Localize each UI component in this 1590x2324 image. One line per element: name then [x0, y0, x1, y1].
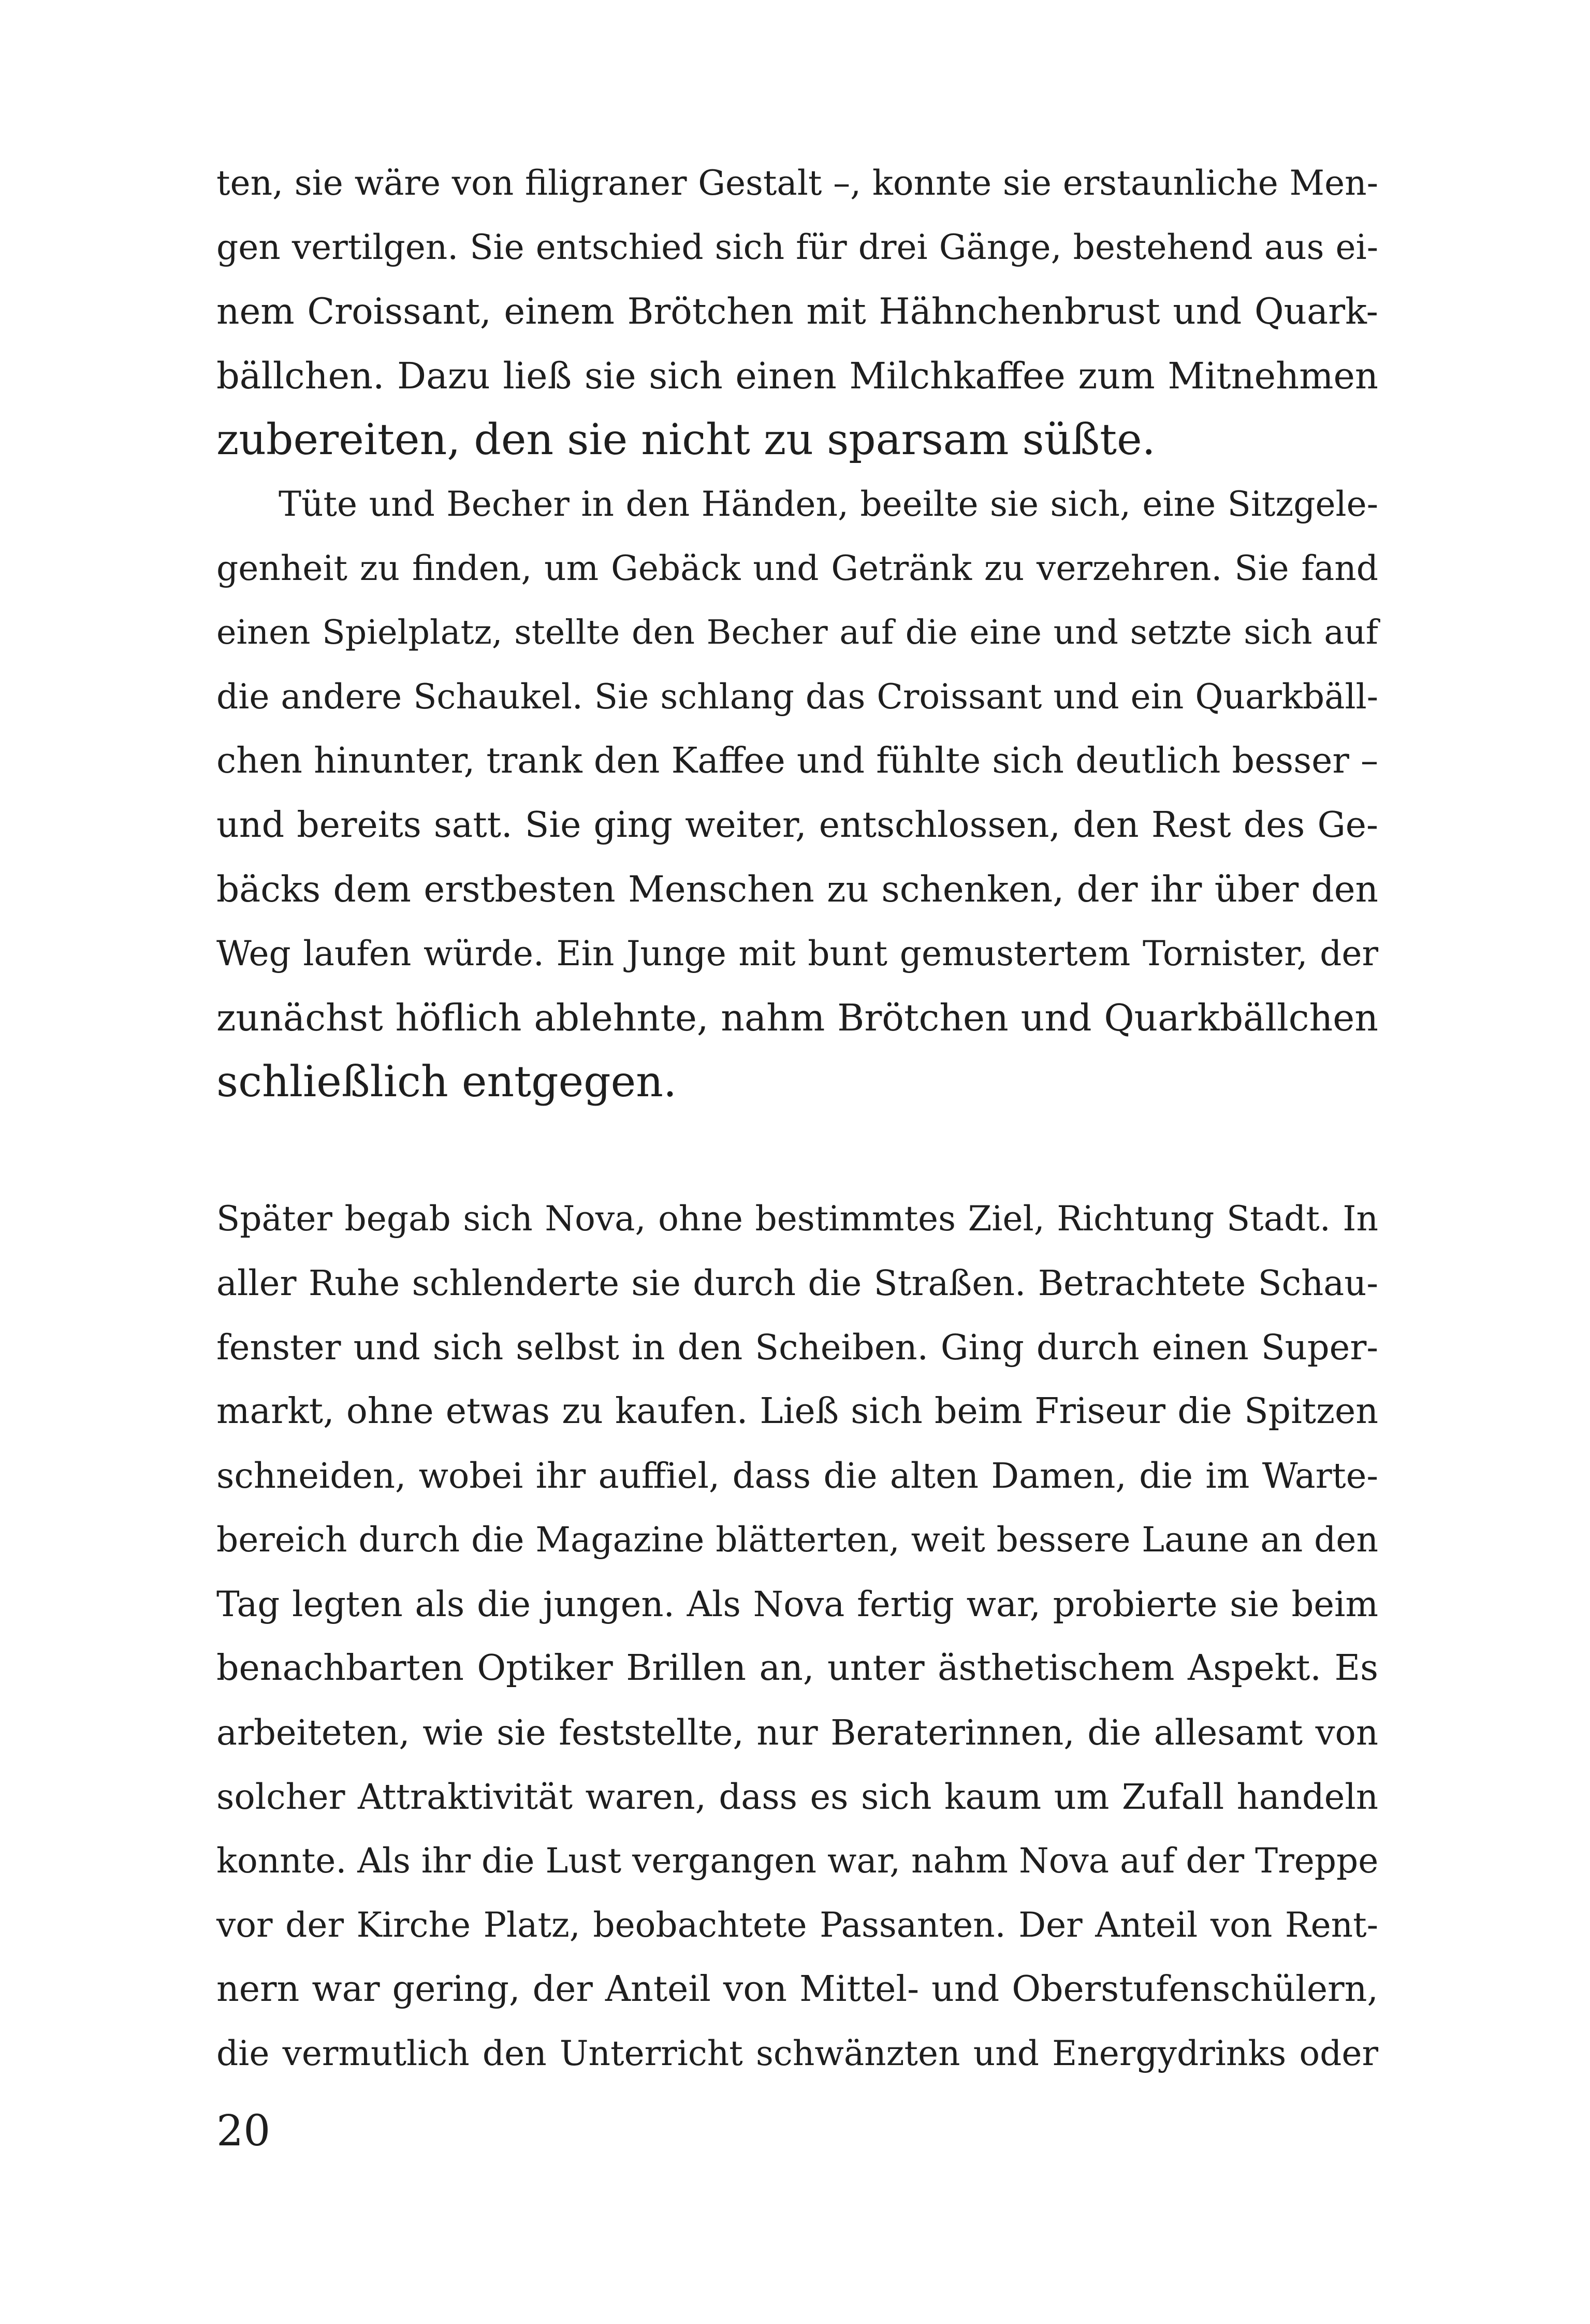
text-line: arbeiteten, wie sie feststellte, nur Beraterinnen, die allesamt von	[216, 1712, 1378, 1753]
text-line: benachbarten Optiker Brillen an, unter ästhetischem Aspekt. Es	[216, 1648, 1378, 1689]
text-line: und bereits satt. Sie ging weiter, entschlossen, den Rest des Ge-	[216, 805, 1378, 846]
text-line: fenster und sich selbst in den Scheiben. Ging durch einen Super-	[216, 1327, 1378, 1368]
text-section-upper	[216, 151, 1378, 1114]
text-line: die vermutlich den Unterricht schwänzten und Energydrinks oder	[216, 2034, 1378, 2073]
text-line: markt, ohne etwas zu kaufen. Ließ sich beim Friseur die Spitzen	[216, 1391, 1378, 1432]
text-line: nem Croissant, einem Brötchen mit Hähnchenbrust und Quark-	[216, 291, 1378, 332]
text-line: konnte. Als ihr die Lust vergangen war, nahm Nova auf der Treppe	[216, 1841, 1379, 1881]
text-line: aller Ruhe schlenderte sie durch die Straßen. Betrachtete Schau-	[216, 1263, 1378, 1303]
text-line: nern war gering, der Anteil von Mittel- und Oberstufenschülern,	[216, 1969, 1378, 2010]
text-line: chen hinunter, trank den Kaffee und fühlte sich deutlich besser –	[216, 740, 1378, 781]
text-line: gen vertilgen. Sie entschied sich für drei Gänge, bestehend aus ei-	[216, 227, 1378, 267]
text-line: Weg laufen würde. Ein Junge mit bunt gemustertem Tornister, der	[216, 934, 1378, 974]
text-line: schließlich entgegen.	[216, 1057, 677, 1107]
text-line: Tüte und Becher in den Händen, beeilte sie sich, eine Sitzgele-	[279, 484, 1378, 524]
text-line: solcher Attraktivität waren, dass es sich kaum um Zufall handeln	[216, 1777, 1378, 1817]
paragraph-3	[216, 1187, 1378, 2086]
text-line: bäcks dem erstbesten Menschen zu schenken, der ihr über den	[216, 869, 1378, 910]
text-line: zunächst höflich ablehnte, nahm Brötchen und Quarkbällchen	[216, 996, 1378, 1039]
text-line: bereich durch die Magazine blätterten, weit bessere Laune an den	[216, 1520, 1378, 1560]
text-line: schneiden, wobei ihr auffiel, dass die alten Damen, die im Warte-	[216, 1456, 1378, 1496]
text-line: genheit zu finden, um Gebäck und Getränk zu verzehren. Sie fand	[216, 548, 1378, 588]
text-section-lower	[216, 1187, 1378, 2086]
paragraph-2	[216, 472, 1378, 1114]
text-line: ten, sie wäre von filigraner Gestalt –, konnte sie erstaunliche Men-	[216, 163, 1378, 203]
text-line: Später begab sich Nova, ohne bestimmtes Ziel, Richtung Stadt. In	[216, 1199, 1378, 1239]
text-line: einen Spielplatz, stellte den Becher auf die eine und setzte sich auf	[216, 613, 1378, 652]
text-line: vor der Kirche Platz, beobachtete Passanten. Der Anteil von Rent-	[216, 1905, 1378, 1945]
page-number: 20	[216, 2107, 271, 2156]
text-line: zubereiten, den sie nicht zu sparsam süßte.	[216, 415, 1156, 464]
text-line: Tag legten als die jungen. Als Nova fertig war, probierte sie beim	[216, 1584, 1378, 1624]
text-line: bällchen. Dazu ließ sie sich einen Milchkaffee zum Mitnehmen	[216, 355, 1378, 397]
text-line: die andere Schaukel. Sie schlang das Croissant und ein Quarkbäll-	[216, 677, 1378, 717]
paragraph-1	[216, 151, 1378, 472]
